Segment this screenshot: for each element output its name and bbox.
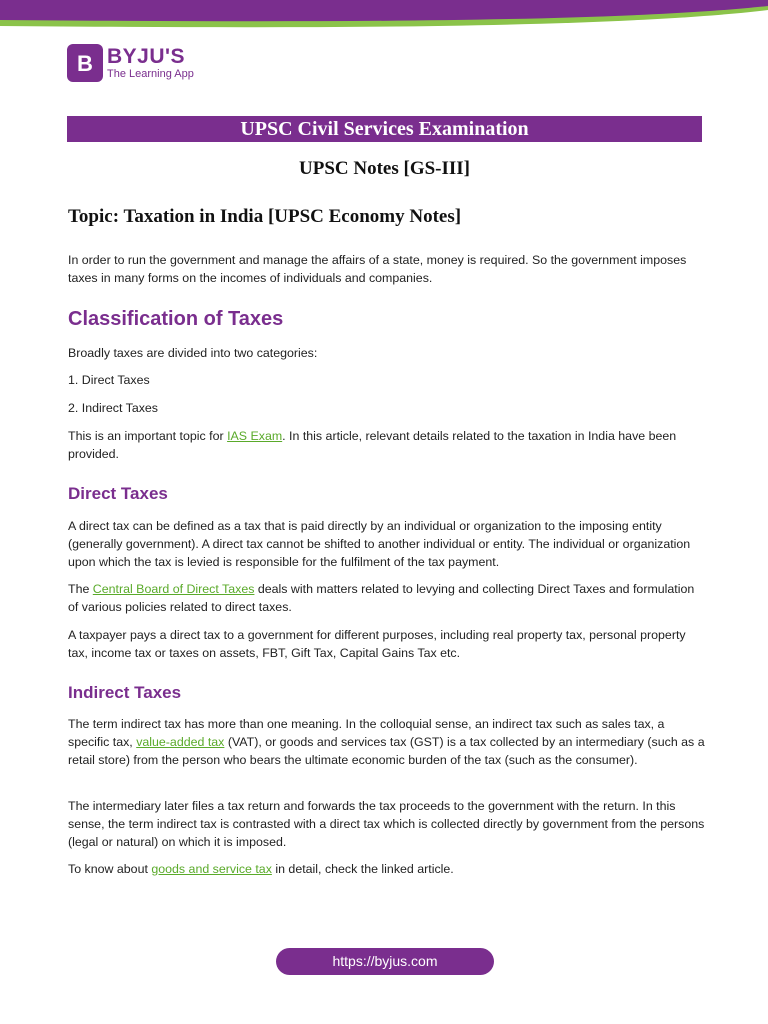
ias-exam-link[interactable]: IAS Exam xyxy=(227,429,283,443)
top-decorative-band xyxy=(0,0,768,28)
list-item: 2. Indirect Taxes xyxy=(68,401,158,415)
direct-paragraph-1: A direct tax can be defined as a tax that is paid directly by an individual or organization to the imposing entity (generally government). A direct tax cannot be shifted to another individual or entity. The individual or organization upon which the tax is levied is responsible for the fulfilment of the tax payment. xyxy=(68,519,691,569)
direct-paragraph-2: The Central Board of Direct Taxes deals with matters related to levying and collecting Direct Taxes and formulation of various policies related to direct taxes. xyxy=(68,582,695,614)
byjus-logo[interactable] xyxy=(67,44,194,82)
logo-mark-icon xyxy=(67,44,103,82)
indirect-paragraph-3: To know about goods and service tax in detail, check the linked article. xyxy=(68,862,454,876)
indirect-paragraph-2: The intermediary later files a tax return and forwards the tax proceeds to the government with the return. In this sense, the term indirect tax is contrasted with a direct tax which is collected directly by government from the persons (legal or natural) on which it is imposed. xyxy=(68,799,705,849)
direct-paragraph-3: A taxpayer pays a direct tax to a government for different purposes, including real property tax, personal property tax, income tax or taxes on assets, FBT, Gift Tax, Capital Gains Tax etc. xyxy=(68,628,686,660)
exam-banner: UPSC Civil Services Examination xyxy=(67,116,702,142)
indirect-paragraph-1: The term indirect tax has more than one meaning. In the colloquial sense, an indirect tax such as sales tax, a specific tax, value-added tax (VAT), or goods and services tax (GST) is a tax collected by an intermediary (such as a retail store) from the person who bears the ultimate economic burden of the tax (such as the consumer). xyxy=(68,717,705,767)
website-url-button[interactable]: https://byjus.com xyxy=(276,948,494,975)
brand-tagline: The Learning App xyxy=(107,68,194,80)
intro-paragraph: In order to run the government and manage the affairs of a state, money is required. So the government imposes taxes in many forms on the incomes of individuals and companies. xyxy=(68,253,687,285)
notes-subtitle: UPSC Notes [GS-III] xyxy=(299,158,470,179)
gst-link[interactable]: goods and service tax xyxy=(151,862,272,876)
direct-taxes-heading: Direct Taxes xyxy=(68,484,168,503)
cbdt-link[interactable]: Central Board of Direct Taxes xyxy=(92,582,255,596)
classification-lead: Broadly taxes are divided into two categories: xyxy=(68,346,318,360)
classification-heading: Classification of Taxes xyxy=(68,308,284,330)
brand-name: BYJU'S xyxy=(107,45,186,68)
topic-heading: Topic: Taxation in India [UPSC Economy Notes] xyxy=(68,206,462,227)
vat-link[interactable]: value-added tax xyxy=(136,735,225,749)
svg-text:B: B xyxy=(77,51,93,76)
classification-note: This is an important topic for IAS Exam. In this article, relevant details related to the taxation in India have been provided. xyxy=(68,429,677,461)
indirect-taxes-heading: Indirect Taxes xyxy=(68,683,182,702)
list-item: 1. Direct Taxes xyxy=(68,373,150,387)
